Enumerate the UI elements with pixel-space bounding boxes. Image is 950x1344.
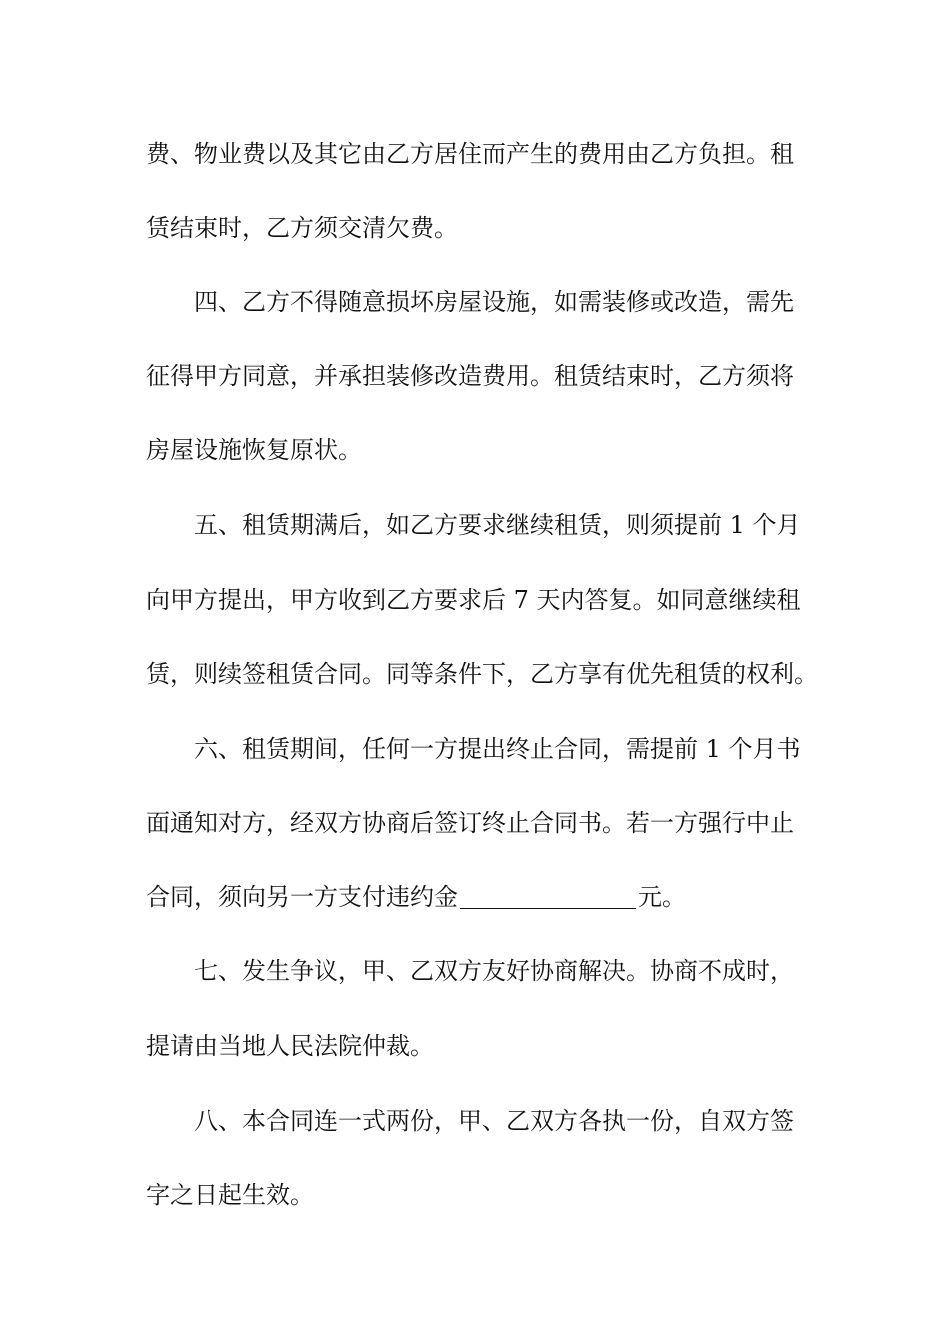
clause-4-line-2: 征得甲方同意，并承担装修改造费用。租赁结束时，乙方须将 [146, 362, 794, 390]
paragraph-3-line-2: 费、物业费以及其它由乙方居住而产生的费用由乙方负担。租 [146, 140, 794, 168]
clause-4-line-3: 房屋设施恢复原状。 [146, 436, 362, 464]
penalty-text-after: 元。 [638, 883, 686, 911]
clause-8-line-2: 字之日起生效。 [146, 1181, 314, 1209]
clause-4-line-1: 四、乙方不得随意损坏房屋设施，如需装修或改造，需先 [194, 288, 794, 316]
clause-6-line-1: 六、租赁期间，任何一方提出终止合同，需提前 1 个月书 [194, 735, 801, 763]
clause-6-line-2: 面通知对方，经双方协商后签订终止合同书。若一方强行中止 [146, 809, 794, 837]
clause-7-line-1: 七、发生争议，甲、乙双方友好协商解决。协商不成时， [194, 957, 794, 985]
paragraph-3-line-3: 赁结束时，乙方须交清欠费。 [146, 214, 458, 242]
clause-6-line-3 [146, 877, 816, 917]
clause-8-line-1: 八、本合同连一式两份，甲、乙双方各执一份，自双方签 [194, 1107, 794, 1135]
clause-5-line-1: 五、租赁期满后，如乙方要求继续租赁，则须提前 1 个月 [194, 511, 801, 539]
penalty-text-before: 合同，须向另一方支付违约金 [146, 883, 458, 911]
clause-5-line-3: 赁，则续签租赁合同。同等条件下，乙方享有优先租赁的权利。 [146, 660, 818, 688]
clause-7-line-2: 提请由当地人民法院仲裁。 [146, 1032, 434, 1060]
penalty-amount-blank [460, 907, 636, 909]
clause-5-line-2: 向甲方提出，甲方收到乙方要求后 7 天内答复。如同意继续租 [146, 586, 801, 614]
